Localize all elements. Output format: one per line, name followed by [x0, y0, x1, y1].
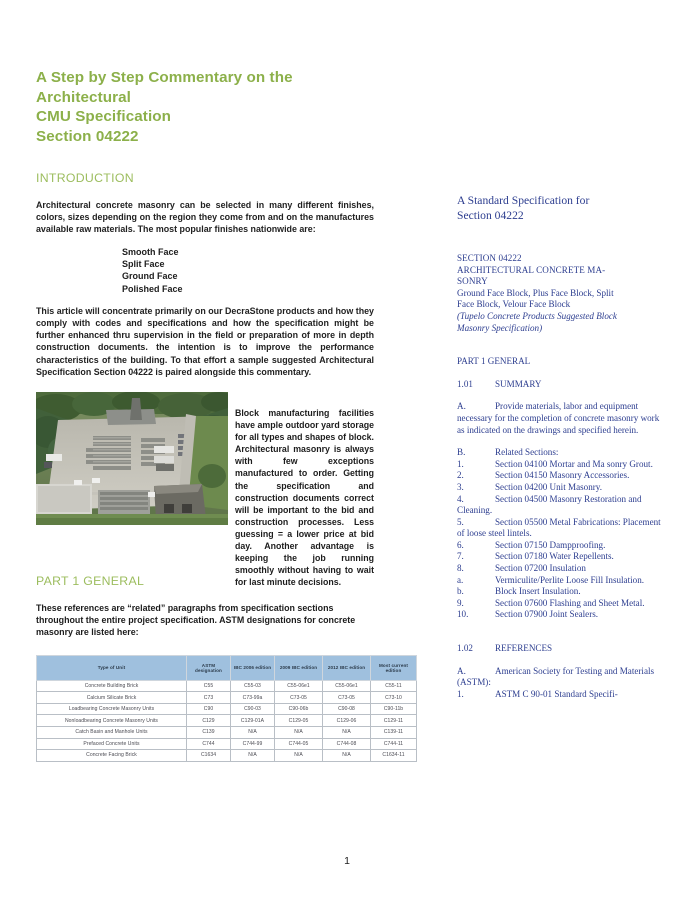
cell-ibc2009: C73-05 — [275, 692, 323, 704]
cell-ibc2006: N/A — [231, 750, 275, 762]
title-line-3: Section 04222 — [36, 127, 139, 145]
list-item — [457, 517, 661, 540]
list-item — [457, 609, 661, 621]
source-note-line-2: Masonry Specification) — [457, 322, 543, 333]
cell-ibc2012: C73-05 — [323, 692, 371, 704]
spacer — [457, 621, 661, 643]
cell-astm: C139 — [187, 727, 231, 739]
cell-current: C73-10 — [371, 692, 417, 704]
cell-type: Catch Basin and Manhole Units — [37, 727, 187, 739]
product-line-2: Face Block, Velour Face Block — [457, 299, 571, 310]
item-text: Block Insert Insulation. — [495, 586, 581, 597]
cell-type: Concrete Facing Brick — [37, 750, 187, 762]
part1-general-heading-right: PART 1 GENERAL — [457, 356, 531, 367]
spacer — [457, 390, 661, 401]
cell-ibc2009: C129-05 — [275, 715, 323, 727]
spec-section-header — [457, 253, 661, 288]
page-number: 1 — [344, 855, 350, 867]
cell-ibc2006: C73-99a — [231, 692, 275, 704]
list-item: Split Face — [122, 258, 165, 269]
spec-header-line-2: ARCHITECTURAL CONCRETE MA- — [457, 264, 606, 275]
title-line-1: A Step by Step Commentary on the Architectural — [36, 69, 293, 106]
cell-ibc2006: C129-01A — [231, 715, 275, 727]
list-item — [457, 540, 661, 552]
summary-number: 1.01 — [457, 378, 473, 389]
cell-current: C139-11 — [371, 727, 417, 739]
cell-ibc2012: C744-08 — [323, 738, 371, 750]
item-label: 7. — [457, 551, 464, 562]
cell-ibc2009: C90-06b — [275, 703, 323, 715]
item-label: a. — [457, 574, 464, 585]
part1-general-heading-left: PART 1 GENERAL — [36, 574, 145, 589]
aerial-photo-graphic — [36, 392, 228, 525]
item-text: Section 04200 Unit Masonry. — [495, 481, 603, 492]
item-label: 9. — [457, 597, 464, 608]
references-number: 1.02 — [457, 643, 473, 654]
list-item — [457, 563, 661, 575]
photo-paragraph: Block manufacturing facilities have ample outdoor yard storage for all types and shapes of block. Architectural masonry is always with few exceptions manufactured to order. Getting the specification and construction documents correct will be important to the bid and construction processes. Less guessing = a lower price at bid day. Another advantage is keeping the job running smoothly without having to wait for last minute decisions. — [235, 408, 374, 588]
left-column — [36, 68, 409, 762]
item-text: Section 07900 Joint Sealers. — [495, 609, 599, 620]
summary-item-a — [457, 401, 661, 436]
table-row — [37, 715, 417, 727]
item-label: 1. — [457, 688, 464, 699]
column-header-astm: ASTM designation — [187, 655, 231, 680]
column-header-type: Type of Unit — [37, 655, 187, 680]
cell-type: Calcium Silicate Brick — [37, 692, 187, 704]
item-text: Section 04500 Masonry Restoration and Cleaning. — [457, 493, 642, 516]
item-text: ASTM C 90-01 Standard Specifi- — [495, 688, 618, 699]
item-text: American Society for Testing and Materials (ASTM): — [457, 665, 655, 688]
item-text: Provide materials, labor and equipment necessary for the completion of concrete masonry work as indicated on the drawings and specified herein. — [457, 401, 660, 435]
item-text: Section 07200 Insulation — [495, 563, 586, 574]
intro-paragraph: Architectural concrete masonry can be selected in many different finishes, colors, sizes depending on the region they come from and on the manufactures available raw materials. The most popular finishes nationwide are: — [36, 200, 374, 235]
right-column-specification — [457, 193, 661, 700]
spec-source-note — [457, 311, 661, 334]
references-heading — [457, 643, 661, 655]
article-paragraph: This article will concentrate primarily on our DecraStone products and how they comply with codes and specifications and how the specification might be further enhanced thru supervision in the field or preparation of more in depth construction documents. the intention is to improve the performance characteristics of the building. To that effort a sample suggested Architectural Specification Section 04222 is paired alongside this commentary. — [36, 305, 374, 377]
cell-ibc2006: N/A — [231, 727, 275, 739]
list-item — [457, 470, 661, 482]
column-header-ibc2006: IBC 2006 edition — [231, 655, 275, 680]
item-text: Section 07150 Dampproofing. — [495, 539, 606, 550]
item-label: B. — [457, 447, 466, 458]
item-text: Section 04100 Mortar and Ma sonry Grout. — [495, 458, 653, 469]
cell-astm: C1634 — [187, 750, 231, 762]
column-header-ibc2012: 2012 IBC edition — [323, 655, 371, 680]
product-line-1: Ground Face Block, Plus Face Block, Split — [457, 287, 614, 298]
item-label: 10. — [457, 609, 469, 620]
item-label: b. — [457, 586, 464, 597]
cell-ibc2009: C55-06e1 — [275, 680, 323, 692]
item-label: 5. — [457, 516, 464, 527]
cell-astm: C73 — [187, 692, 231, 704]
item-label: 8. — [457, 563, 464, 574]
cell-current: C744-11 — [371, 738, 417, 750]
cell-astm: C90 — [187, 703, 231, 715]
cell-ibc2006: C90-03 — [231, 703, 275, 715]
page-title — [36, 68, 374, 146]
list-item — [457, 551, 661, 563]
item-label: 4. — [457, 493, 464, 504]
source-note-line-1: (Tupelo Concrete Products Suggested Block — [457, 310, 617, 321]
cell-ibc2012: N/A — [323, 750, 371, 762]
spacer — [457, 368, 661, 379]
list-item — [457, 459, 661, 471]
cell-ibc2012: C55-06e1 — [323, 680, 371, 692]
cell-type: Nonloadbearing Concrete Masonry Units — [37, 715, 187, 727]
cell-astm: C129 — [187, 715, 231, 727]
item-label: A. — [457, 665, 466, 676]
table-row — [37, 738, 417, 750]
spacer — [457, 334, 661, 356]
cell-ibc2009: C744-05 — [275, 738, 323, 750]
spec-header-line-3: SONRY — [457, 276, 488, 287]
references-paragraph: These references are “related” paragraphs from specification sections throughout the entire project specification. ASTM designations for concrete masonry are listed here: — [36, 603, 356, 638]
list-item — [457, 586, 661, 598]
list-item — [457, 575, 661, 587]
cell-current: C129-11 — [371, 715, 417, 727]
cell-type: Concrete Building Brick — [37, 680, 187, 692]
cell-ibc2012: C129-06 — [323, 715, 371, 727]
cell-current: C55-11 — [371, 680, 417, 692]
item-text: Related Sections: — [495, 447, 559, 458]
spec-title — [457, 193, 661, 223]
spec-title-line-1: A Standard Specification for — [457, 194, 590, 207]
table-row — [37, 692, 417, 704]
spec-title-line-2: Section 04222 — [457, 209, 524, 222]
list-item: Polished Face — [122, 283, 183, 294]
item-text: Section 05500 Metal Fabrications: Placement of loose steel lintels. — [457, 516, 661, 539]
spacer — [457, 436, 661, 447]
cell-astm: C744 — [187, 738, 231, 750]
list-item — [457, 598, 661, 610]
cell-ibc2009: N/A — [275, 750, 323, 762]
column-header-current: Most current edition — [371, 655, 417, 680]
list-item — [457, 494, 661, 517]
table-row — [37, 703, 417, 715]
related-sections-heading — [457, 447, 661, 459]
cell-ibc2006: C744-99 — [231, 738, 275, 750]
table-header-row — [37, 655, 417, 680]
table-row — [37, 750, 417, 762]
spec-header-line-1: SECTION 04222 — [457, 253, 522, 263]
item-text: Vermiculite/Perlite Loose Fill Insulation. — [495, 574, 645, 585]
finishes-list — [36, 246, 374, 295]
references-item-1 — [457, 689, 661, 701]
list-item — [457, 482, 661, 494]
spacer — [457, 655, 661, 666]
cell-ibc2006: C55-03 — [231, 680, 275, 692]
summary-heading — [457, 379, 661, 391]
cell-current: C90-11b — [371, 703, 417, 715]
cell-type: Loadbearing Concrete Masonry Units — [37, 703, 187, 715]
summary-label: SUMMARY — [495, 378, 542, 389]
cell-ibc2009: N/A — [275, 727, 323, 739]
item-text: Section 07600 Flashing and Sheet Metal. — [495, 597, 645, 608]
cell-ibc2012: N/A — [323, 727, 371, 739]
aerial-yard-photo — [36, 392, 228, 525]
item-label: 3. — [457, 481, 464, 492]
spec-product-lines — [457, 288, 661, 311]
list-item: Ground Face — [122, 271, 178, 282]
table-row — [37, 727, 417, 739]
introduction-heading: INTRODUCTION — [36, 171, 134, 185]
column-header-ibc2009: 2009 IBC edition — [275, 655, 323, 680]
item-label: 6. — [457, 539, 464, 550]
cell-current: C1634-11 — [371, 750, 417, 762]
item-text: Section 04150 Masonry Accessories. — [495, 470, 630, 481]
references-label: REFERENCES — [495, 643, 553, 654]
cell-astm: C55 — [187, 680, 231, 692]
title-line-2: CMU Specification — [36, 108, 172, 125]
list-item: Smooth Face — [122, 246, 179, 257]
item-label: 2. — [457, 470, 464, 481]
item-label: 1. — [457, 458, 464, 469]
item-text: Section 07180 Water Repellents. — [495, 551, 614, 562]
cell-type: Prefaced Concrete Units — [37, 738, 187, 750]
astm-designations-table — [36, 655, 409, 762]
table-row — [37, 680, 417, 692]
references-item-a — [457, 666, 661, 689]
cell-ibc2012: C90-08 — [323, 703, 371, 715]
item-label: A. — [457, 401, 466, 412]
